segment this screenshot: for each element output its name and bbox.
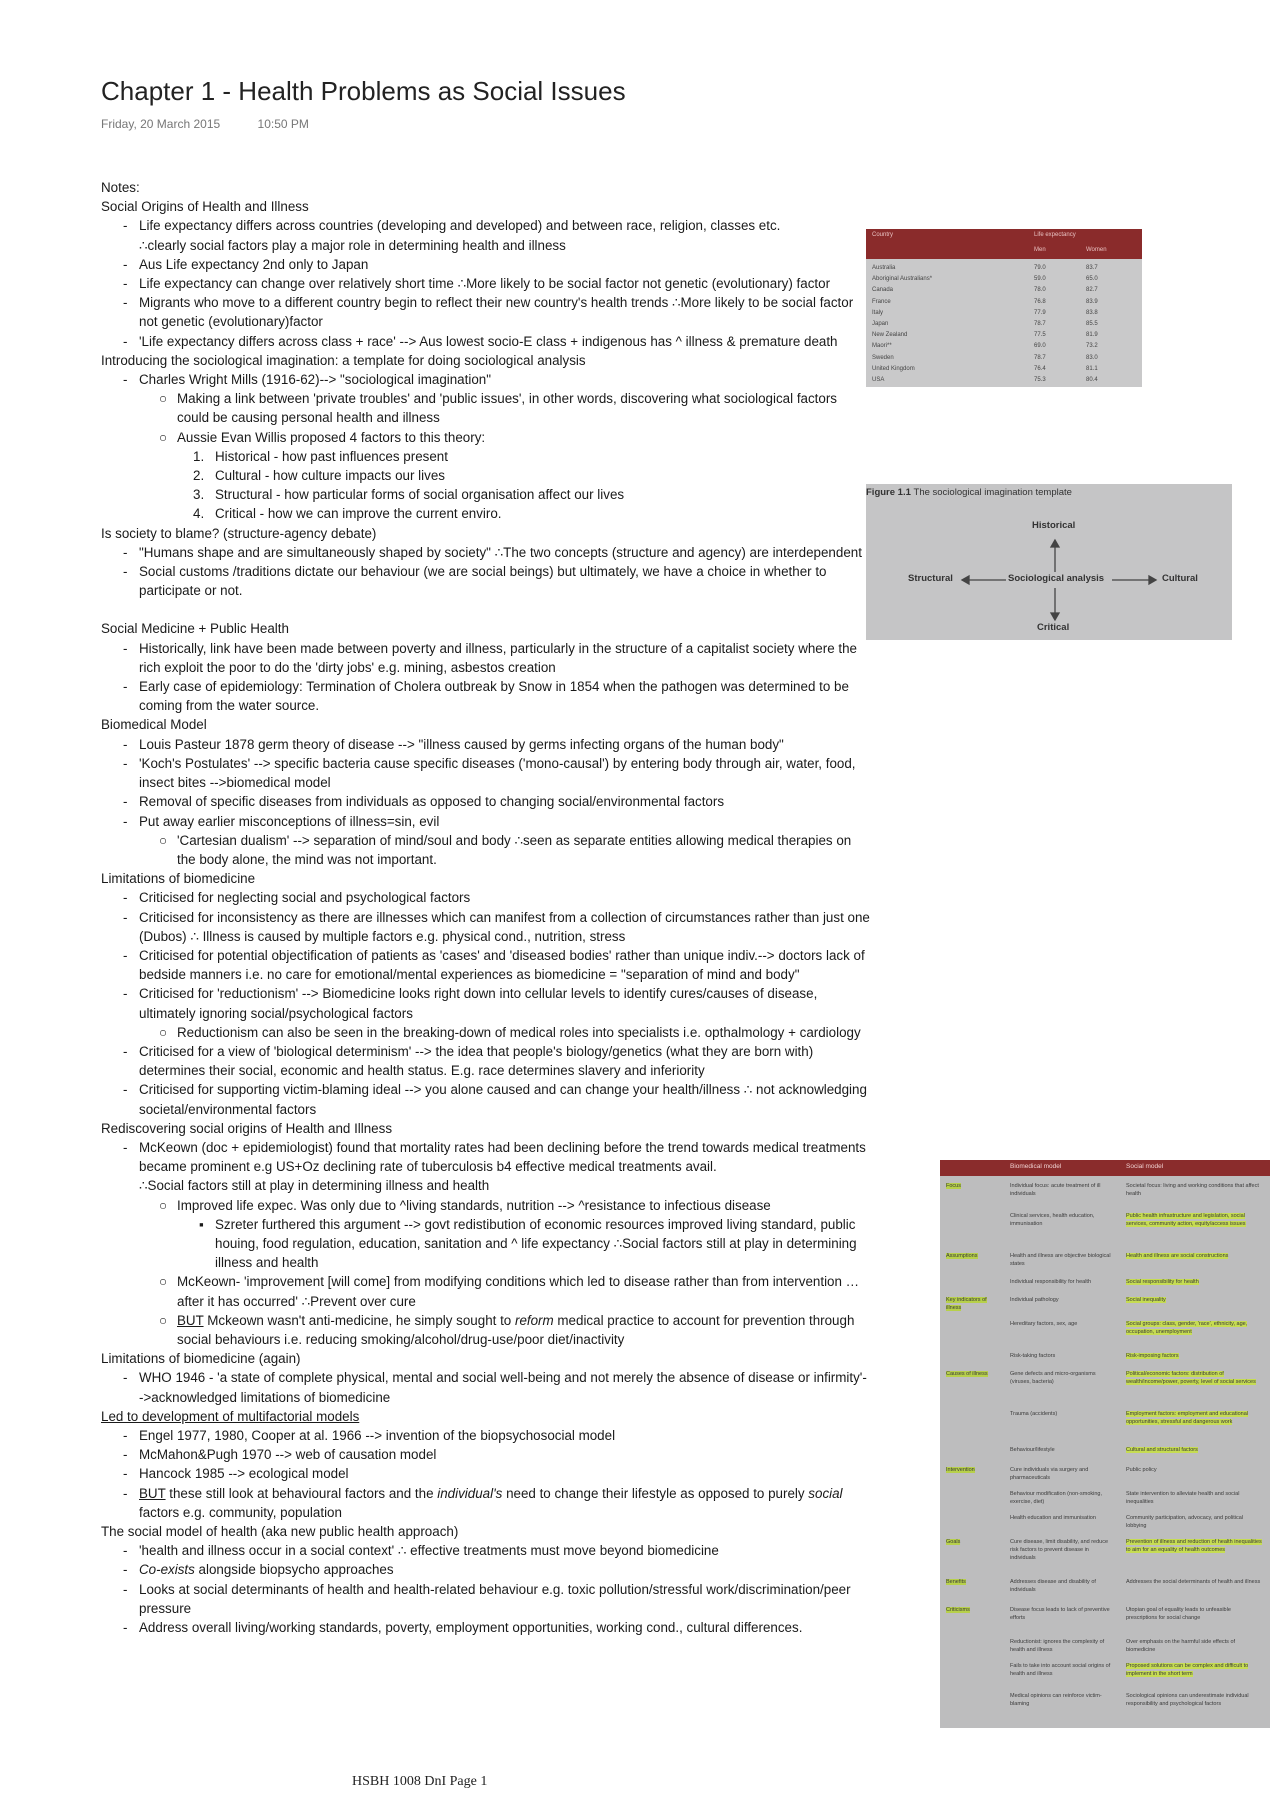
note-text: Historically, link have been made between poverty and illness, particularly in the structure of a capitalist society where the rich exploit the poor to do the 'dirty jobs' e.g. mining, asbestos creation xyxy=(139,640,857,675)
biomedical-cell: Behaviour modification (non-smoking, exercise, diet) xyxy=(1010,1491,1103,1505)
note-text: Aussie Evan Willis proposed 4 factors to this theory: xyxy=(177,429,486,445)
note-line xyxy=(101,677,871,715)
women-value-cell: 83.0 xyxy=(1086,354,1098,361)
biomedical-cell: Disease focus leads to lack of preventive efforts xyxy=(1010,1607,1110,1621)
table-header-life-expectancy: Life expectancy xyxy=(1034,232,1076,238)
note-text: 'Cartesian dualism' --> separation of mind/soul and body ∴seen as separate entities allowing medical therapies on the body alone, the mind was not important. xyxy=(177,832,852,867)
biomedical-cell: Cure individuals via surgery and pharmaceuticals xyxy=(1010,1467,1089,1481)
country-cell: New Zealand xyxy=(872,332,908,339)
note-text: Charles Wright Mills (1916-62)--> "sociological imagination" xyxy=(139,372,491,388)
note-text: Aus Life expectancy 2nd only to Japan xyxy=(139,256,369,272)
bullet-marker: - xyxy=(123,372,128,388)
men-value-cell: 76.4 xyxy=(1034,365,1046,372)
social-cell-text: Prevention of illness and reduction of health inequalities to aim for an equality of health outcomes xyxy=(1126,1539,1262,1553)
bullet-marker: ○ xyxy=(159,832,168,848)
bullet-marker: - xyxy=(123,1428,128,1443)
note-text: Social customs /traditions dictate our behaviour (we are social beings) but ultimately, we have a choice in whether to participate or not. xyxy=(139,564,827,599)
social-cell-text: Risk-imposing factors xyxy=(1126,1353,1179,1359)
country-cell: Maori** xyxy=(872,343,892,350)
note-text: ∴clearly social factors play a major role in determining health and illness xyxy=(139,237,566,253)
note-text: Critical - how we can improve the current enviro. xyxy=(215,506,502,522)
biomedical-cell: Reductionist: ignores the complexity of health and illness xyxy=(1010,1639,1105,1653)
note-line xyxy=(101,1042,871,1080)
note-text: BUT Mckeown wasn't anti-medicine, he simply sought to reform medical practice to account for prevention through social behaviours i.e. reducing smoking/alcohol/drug-use/poor diet/inactivity xyxy=(177,1312,855,1347)
note-line xyxy=(101,888,871,907)
note-text: 'Koch's Postulates' --> specific bacteria cause specific diseases ('mono-causal') by entering body through air, water, food, insect bites -->biomedical model xyxy=(139,755,856,791)
women-value-cell: 65.0 xyxy=(1086,276,1098,283)
note-text: WHO 1946 - 'a state of complete physical, mental and social well-being and not merely the absence of disease or infirmity'-->acknowledged limitations of biomedicine xyxy=(139,1370,867,1405)
social-cell xyxy=(1126,1490,1262,1506)
note-text: Life expectancy can change over relatively short time ∴More likely to be social factor not genetic (evolutionary) factor xyxy=(139,276,831,292)
note-line xyxy=(101,293,871,331)
model-category-text: Assumptions xyxy=(946,1253,978,1259)
note-text: Social Origins of Health and Illness xyxy=(101,199,309,215)
note-line xyxy=(101,639,871,677)
social-cell xyxy=(1126,1446,1262,1454)
model-table-header xyxy=(940,1160,1270,1176)
note-line xyxy=(101,1176,871,1195)
table-header-band xyxy=(866,229,1142,259)
note-text: Cultural - how culture impacts our lives xyxy=(215,468,445,484)
note-line xyxy=(101,332,871,351)
note-line xyxy=(101,274,871,293)
biomedical-cell: Fails to take into account social origins of health and illness xyxy=(1010,1663,1111,1677)
note-text: Hancock 1985 --> ecological model xyxy=(139,1466,349,1482)
note-text: 'Life expectancy differs across class + race' --> Aus lowest socio-E class + indigenous has ^ illness & premature death xyxy=(139,333,838,349)
note-text: Life expectancy differs across countries (developing and developed) and between race, religion, classes etc. xyxy=(139,218,781,234)
social-cell xyxy=(1126,1320,1262,1336)
social-cell xyxy=(1126,1352,1262,1360)
country-cell: Australia xyxy=(872,265,896,271)
figure-caption-text: The sociological imagination template xyxy=(913,487,1072,498)
note-line xyxy=(101,1080,871,1118)
note-text: Introducing the sociological imagination: a template for doing sociological analysis xyxy=(101,352,586,368)
note-line xyxy=(101,1311,871,1349)
country-cell: Aboriginal Australians* xyxy=(872,276,933,283)
page-footer: HSBH 1008 DnI Page 1 xyxy=(352,1774,488,1789)
biomedical-cell: Hereditary factors, sex, age xyxy=(1010,1321,1078,1327)
page-timestamp xyxy=(101,117,309,131)
note-text: Put away earlier misconceptions of illness=sin, evil xyxy=(139,813,440,829)
note-line xyxy=(101,792,871,811)
country-cell: Japan xyxy=(872,321,889,327)
biomedical-cell: Risk-taking factors xyxy=(1010,1353,1056,1359)
note-text: Rediscovering social origins of Health and Illness xyxy=(101,1120,393,1136)
note-line xyxy=(101,504,871,523)
note-text: Louis Pasteur 1878 germ theory of disease --> "illness caused by germs infecting organs of the human body" xyxy=(139,736,784,752)
note-text: Migrants who move to a different country begin to reflect their new country's health trends ∴More likely to be social factor not genetic (evolutionary)factor xyxy=(139,295,854,330)
model-category-text: Causes of illness xyxy=(946,1371,988,1377)
model-category-text: Key indicators of illness xyxy=(946,1297,987,1311)
note-line xyxy=(101,1023,871,1042)
note-line xyxy=(101,255,871,274)
bullet-marker: ○ xyxy=(159,1274,168,1290)
note-text: ∴Social factors still at play in determining illness and health xyxy=(139,1178,490,1194)
arrow-right-head xyxy=(1149,576,1156,584)
note-text: Criticised for supporting victim-blaming ideal --> you alone caused and can change your health/illness ∴ not acknowledging societal/environmental factors xyxy=(139,1082,867,1117)
social-cell xyxy=(1126,1662,1262,1678)
note-line xyxy=(101,543,871,562)
note-line xyxy=(101,1522,871,1541)
note-text: Social Medicine + Public Health xyxy=(101,621,289,637)
note-line xyxy=(101,1349,871,1368)
social-cell xyxy=(1126,1182,1262,1198)
men-value-cell: 77.5 xyxy=(1034,332,1046,339)
bullet-marker: - xyxy=(123,564,128,580)
figure-caption-label: Figure 1.1 xyxy=(866,487,911,498)
bullet-marker: - xyxy=(123,333,128,349)
biomedical-cell: Cure disease, limit disability, and reduce risk factors to prevent disease in individuals xyxy=(1010,1539,1109,1561)
social-cell-text: Utopian goal of equality leads to unfeasible prescriptions for social change xyxy=(1126,1607,1231,1621)
note-line xyxy=(101,370,871,389)
note-text: Limitations of biomedicine xyxy=(101,871,256,887)
social-cell-text: Political/economic factors: distribution of wealth/income/power, poverty, level of social services xyxy=(1126,1371,1256,1385)
figure-center: Sociological analysis xyxy=(1008,573,1105,584)
social-cell-text: State intervention to alleviate health and social inequalities xyxy=(1126,1491,1240,1505)
note-text: Making a link between 'private troubles' and 'public issues', in other words, discovering what sociological factors could be causing personal health and illness xyxy=(177,391,838,426)
table-header-women: Women xyxy=(1086,247,1107,253)
note-line xyxy=(101,447,871,466)
note-text: Engel 1977, 1980, Cooper at al. 1966 --> invention of the biopsychosocial model xyxy=(139,1428,616,1443)
note-line xyxy=(101,754,871,792)
country-cell: Canada xyxy=(872,287,894,294)
model-category xyxy=(946,1466,1002,1474)
bullet-marker: - xyxy=(123,1581,128,1597)
bullet-marker: - xyxy=(123,1466,128,1482)
note-text: McKeown (doc + epidemiologist) found that mortality rates had been declining before the trend towards medical treatments became prominent e.g US+Oz declining rate of tuberculosis b4 effective medical treatments avail. xyxy=(139,1139,866,1175)
model-category-text: Intervention xyxy=(946,1467,975,1473)
bullet-marker: - xyxy=(123,1447,128,1463)
note-line xyxy=(101,812,871,831)
table-header-men: Men xyxy=(1034,247,1046,253)
note-text: Early case of epidemiology: Termination of Cholera outbreak by Snow in 1854 when the pathogen was determined to be coming from the water source. xyxy=(139,679,849,714)
country-cell: USA xyxy=(872,377,885,383)
note-line xyxy=(101,908,871,946)
arrow-up-head xyxy=(1051,540,1059,547)
note-text: Criticised for inconsistency as there are illnesses which can manifest from a collection of circumstances rather than just one (Dubos) ∴ Illness is caused by multiple factors e.g. physical cond., nutrition, stress xyxy=(139,909,870,944)
biomedical-cell: Behaviour/lifestyle xyxy=(1010,1447,1055,1453)
page-time: 10:50 PM xyxy=(257,117,309,131)
bullet-marker: - xyxy=(123,813,128,829)
note-line xyxy=(101,351,871,370)
note-text: Biomedical Model xyxy=(101,717,207,733)
note-line xyxy=(101,1119,871,1138)
women-value-cell: 83.9 xyxy=(1086,298,1098,305)
bullet-marker: 4. xyxy=(193,506,205,522)
bullet-marker: ○ xyxy=(159,1197,168,1213)
note-text: McKeown- 'improvement [will come] from modifying conditions which led to disease rather than from intervention … after it has occurred' ∴Prevent over cure xyxy=(177,1274,860,1309)
model-category xyxy=(946,1182,1002,1190)
bullet-marker: - xyxy=(123,218,128,234)
men-value-cell: 78.7 xyxy=(1034,354,1046,361)
biomedical-cell: Addresses disease and disability of individuals xyxy=(1010,1579,1096,1593)
bullet-marker: - xyxy=(123,1543,128,1559)
women-value-cell: 73.2 xyxy=(1086,343,1098,350)
social-cell-text: Cultural and structural factors xyxy=(1126,1447,1198,1453)
biomedical-cell: Medical opinions can reinforce victim-blaming xyxy=(1010,1693,1102,1707)
men-value-cell: 79.0 xyxy=(1034,265,1046,271)
bullet-marker: - xyxy=(123,1562,128,1578)
social-cell-text: Community participation, advocacy, and political lobbying xyxy=(1126,1515,1243,1529)
bullet-marker: - xyxy=(123,909,128,925)
model-category-text: Benefits xyxy=(946,1579,966,1585)
social-cell xyxy=(1126,1252,1262,1260)
note-line xyxy=(101,715,871,734)
note-text: Looks at social determinants of health and health-related behaviour e.g. toxic pollution/stressful work/discrimination/peer pressure xyxy=(139,1581,851,1616)
social-cell xyxy=(1126,1606,1262,1622)
note-line xyxy=(101,236,871,255)
note-text: The social model of health (aka new public health approach) xyxy=(101,1524,459,1540)
model-category xyxy=(946,1296,1002,1312)
social-cell-text: Social groups: class, gender, 'race', ethnicity, age, occupation, unemployment xyxy=(1126,1321,1248,1335)
note-text: McMahon&Pugh 1970 --> web of causation model xyxy=(139,1447,437,1463)
model-category xyxy=(946,1370,1002,1378)
note-line xyxy=(101,1215,871,1273)
bullet-marker: - xyxy=(123,1139,128,1155)
note-line xyxy=(101,1368,871,1406)
social-cell xyxy=(1126,1278,1262,1286)
men-value-cell: 78.7 xyxy=(1034,321,1046,327)
model-comparison-table-image xyxy=(940,1160,1270,1728)
men-value-cell: 69.0 xyxy=(1034,343,1046,350)
bullet-marker: - xyxy=(123,890,128,906)
country-cell: Italy xyxy=(872,309,884,316)
bullet-marker: - xyxy=(123,986,128,1002)
model-category xyxy=(946,1252,1002,1260)
note-line xyxy=(101,1445,871,1464)
biomedical-cell: Individual pathology xyxy=(1010,1297,1059,1303)
note-line xyxy=(101,1138,871,1176)
sociological-imagination-figure xyxy=(866,484,1232,640)
note-text: Improved life expec. Was only due to ^living standards, nutrition --> ^resistance to infectious disease xyxy=(177,1197,771,1213)
country-cell: France xyxy=(872,298,891,305)
note-line xyxy=(101,524,871,543)
note-line xyxy=(101,1618,871,1637)
bullet-marker: - xyxy=(123,736,128,752)
model-category-text: Criticisms xyxy=(946,1607,970,1613)
social-cell xyxy=(1126,1692,1262,1708)
men-value-cell: 75.3 xyxy=(1034,377,1046,383)
bullet-marker: ○ xyxy=(159,391,168,407)
note-text: Limitations of biomedicine (again) xyxy=(101,1351,301,1367)
women-value-cell: 83.8 xyxy=(1086,309,1098,316)
arrow-down-head xyxy=(1051,613,1059,620)
note-line xyxy=(101,428,871,447)
bullet-marker: - xyxy=(123,1620,128,1636)
notes-body[interactable] xyxy=(101,178,871,1637)
bullet-marker: ○ xyxy=(159,1024,168,1040)
social-cell-text: Public policy xyxy=(1126,1467,1157,1473)
country-cell: Sweden xyxy=(872,354,894,361)
note-line xyxy=(101,1541,871,1560)
social-cell xyxy=(1126,1514,1262,1530)
note-line xyxy=(101,1272,871,1310)
bullet-marker: - xyxy=(123,947,128,963)
women-value-cell: 85.5 xyxy=(1086,321,1098,327)
note-line xyxy=(101,735,871,754)
social-cell-text: Over emphasis on the harmful side effects of biomedicine xyxy=(1126,1639,1236,1653)
biomedical-cell: Clinical services, health education, immunisation xyxy=(1010,1213,1095,1227)
women-value-cell: 80.4 xyxy=(1086,377,1098,383)
note-text: Led to development of multifactorial models xyxy=(101,1408,360,1424)
bullet-marker: - xyxy=(123,276,128,292)
men-value-cell: 76.8 xyxy=(1034,298,1046,305)
note-line xyxy=(101,619,871,638)
note-line xyxy=(101,1407,871,1426)
social-cell-text: Addresses the social determinants of health and illness xyxy=(1126,1579,1261,1585)
note-text: Address overall living/working standards, poverty, employment opportunities, working cond., cultural differences. xyxy=(139,1620,803,1636)
note-text: Criticised for potential objectification of patients as 'cases' and 'diseased bodies' rather than unique indiv.--> doctors lack of bedside manners i.e. no care for emotional/mental experiences as biomedicine = "separation of mind and body" xyxy=(139,947,865,983)
table-header-country: Country xyxy=(872,232,894,238)
life-expectancy-table-image xyxy=(866,229,1142,387)
arrow-left-head xyxy=(962,576,969,584)
bullet-marker: ○ xyxy=(159,1312,168,1328)
blank-line xyxy=(101,600,871,619)
note-text: Criticised for a view of 'biological determinism' --> the idea that people's biology/genetics (what they are born with) determines their social, economic and health status. E.g. race determines slavery and inferiority xyxy=(139,1043,814,1079)
page-title: Chapter 1 - Health Problems as Social Issues xyxy=(101,76,626,106)
social-cell-text: Social responsibility for health xyxy=(1126,1279,1199,1285)
bullet-marker: ○ xyxy=(159,429,168,445)
note-line xyxy=(101,466,871,485)
bullet-marker: 3. xyxy=(193,487,205,503)
social-cell xyxy=(1126,1212,1262,1228)
bullet-marker: - xyxy=(123,1043,128,1059)
note-line xyxy=(101,178,871,197)
note-line xyxy=(101,1426,871,1445)
men-value-cell: 78.0 xyxy=(1034,287,1046,294)
note-line xyxy=(101,1196,871,1215)
country-cell: United Kingdom xyxy=(872,365,915,372)
social-cell-text: Public health infrastructure and legislation, social services, community action, equity/access issues xyxy=(1126,1213,1246,1227)
note-line xyxy=(101,869,871,888)
note-text: BUT these still look at behavioural factors and the individual's need to change their lifestyle as opposed to purely social factors e.g. community, population xyxy=(139,1485,843,1520)
bullet-marker: - xyxy=(123,755,128,771)
women-value-cell: 82.7 xyxy=(1086,287,1098,294)
social-cell xyxy=(1126,1466,1262,1474)
note-text: "Humans shape and are simultaneously shaped by society" ∴The two concepts (structure and agency) are interdependent xyxy=(139,544,862,560)
note-line xyxy=(101,1484,871,1522)
men-value-cell: 77.9 xyxy=(1034,309,1046,316)
note-text: Criticised for neglecting social and psychological factors xyxy=(139,890,471,906)
note-line xyxy=(101,216,871,235)
note-line xyxy=(101,1464,871,1483)
note-text: Reductionism can also be seen in the breaking-down of medical roles into specialists i.e. opthalmology + cardiology xyxy=(177,1024,861,1040)
figure-structural: Structural xyxy=(908,573,953,584)
note-text: Historical - how past influences present xyxy=(215,448,448,464)
note-line xyxy=(101,1580,871,1618)
biomedical-cell: Individual responsibility for health xyxy=(1010,1279,1092,1285)
social-cell xyxy=(1126,1296,1262,1304)
bullet-marker: - xyxy=(123,544,128,560)
social-cell-text: Employment factors: employment and educational opportunities, stressful and dangerous work xyxy=(1126,1411,1248,1425)
social-cell xyxy=(1126,1370,1262,1386)
figure-arrows xyxy=(866,484,1232,640)
men-value-cell: 59.0 xyxy=(1034,276,1046,283)
note-text: Szreter furthered this argument --> govt redistibution of economic resources improved living standard, public houing, food regulation, education, sanitation and ^ life expectancy ∴Social factors still at play in determining illness and health xyxy=(215,1216,857,1271)
bullet-marker: - xyxy=(123,295,128,311)
bullet-marker: - xyxy=(123,1082,128,1098)
note-line xyxy=(101,946,871,984)
note-text: Removal of specific diseases from individuals as opposed to changing social/environmental factors xyxy=(139,794,725,810)
social-cell-text: Social inequality xyxy=(1126,1297,1166,1303)
model-category xyxy=(946,1538,1002,1546)
women-value-cell: 81.9 xyxy=(1086,332,1098,339)
bullet-marker: 2. xyxy=(193,468,205,484)
women-value-cell: 83.7 xyxy=(1086,265,1098,271)
bullet-marker: 1. xyxy=(193,448,205,464)
biomedical-cell: Health and illness are objective biological states xyxy=(1010,1253,1111,1267)
model-category-text: Goals xyxy=(946,1539,961,1545)
note-line xyxy=(101,485,871,504)
note-line xyxy=(101,831,871,869)
note-text: Structural - how particular forms of social organisation affect our lives xyxy=(215,487,625,503)
note-text: Co-exists alongside biopsycho approaches xyxy=(139,1562,394,1578)
model-table-col1: Biomedical model xyxy=(1010,1163,1062,1170)
social-cell xyxy=(1126,1538,1262,1554)
bullet-marker: - xyxy=(123,256,128,272)
model-category-text: Focus xyxy=(946,1183,961,1189)
social-cell-text: Societal focus: living and working conditions that affect health xyxy=(1126,1183,1259,1197)
figure-historical: Historical xyxy=(1032,520,1076,531)
social-cell xyxy=(1126,1410,1262,1426)
note-line xyxy=(101,562,871,600)
bullet-marker: - xyxy=(123,679,128,695)
biomedical-cell: Individual focus: acute treatment of ill individuals xyxy=(1010,1183,1101,1197)
page-date: Friday, 20 March 2015 xyxy=(101,117,221,131)
note-line xyxy=(101,197,871,216)
note-text: 'health and illness occur in a social context' ∴ effective treatments must move beyond biomedicine xyxy=(139,1543,719,1559)
model-table-col2: Social model xyxy=(1126,1163,1164,1170)
note-line xyxy=(101,984,871,1022)
note-text: Criticised for 'reductionism' --> Biomedicine looks right down into cellular levels to identify cures/causes of disease, ultimately ignoring social/psychological factors xyxy=(139,986,818,1021)
social-cell-text: Health and illness are social constructions xyxy=(1126,1253,1229,1259)
note-text: Notes: xyxy=(101,180,140,195)
note-line xyxy=(101,1560,871,1579)
social-cell-text: Proposed solutions can be complex and difficult to implement in the short term xyxy=(1126,1663,1249,1677)
social-cell xyxy=(1126,1578,1262,1586)
biomedical-cell: Health education and immunisation xyxy=(1010,1515,1096,1521)
bullet-marker: - xyxy=(123,1370,128,1386)
social-cell-text: Sociological opinions can underestimate individual responsibility and psychological factors xyxy=(1126,1693,1249,1707)
biomedical-cell: Gene defects and micro-organisms (viruses, bacteria) xyxy=(1010,1371,1096,1385)
women-value-cell: 81.1 xyxy=(1086,365,1098,372)
bullet-marker: - xyxy=(123,640,128,656)
figure-critical: Critical xyxy=(1037,622,1070,633)
bullet-marker: ▪ xyxy=(199,1216,204,1232)
model-category xyxy=(946,1606,1002,1614)
biomedical-cell: Trauma (accidents) xyxy=(1010,1411,1058,1417)
note-line xyxy=(101,389,871,427)
figure-cultural: Cultural xyxy=(1162,573,1198,584)
social-cell xyxy=(1126,1638,1262,1654)
note-text: Is society to blame? (structure-agency debate) xyxy=(101,525,377,541)
bullet-marker: - xyxy=(123,1485,128,1501)
bullet-marker: - xyxy=(123,794,128,810)
model-category xyxy=(946,1578,1002,1586)
